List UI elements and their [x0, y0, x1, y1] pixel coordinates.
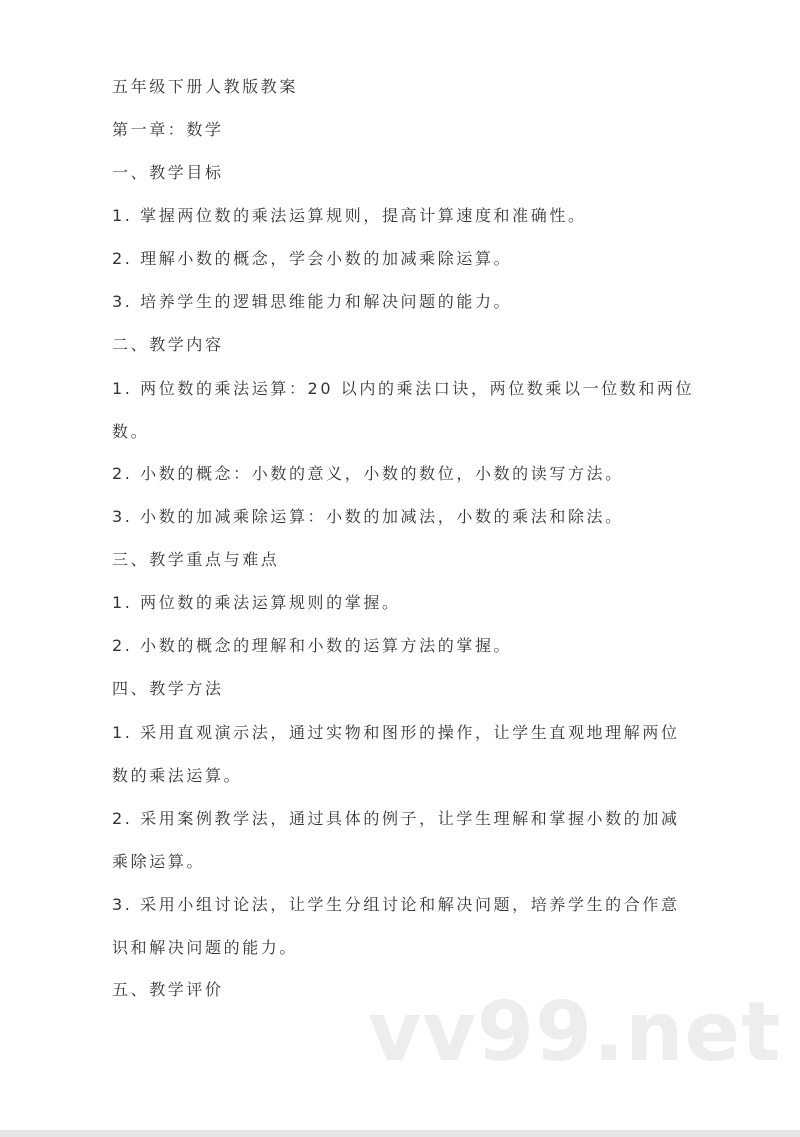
list-item: 2. 理解小数的概念，学会小数的加减乘除运算。 — [112, 249, 513, 268]
section-heading: 一、教学目标 — [112, 163, 224, 182]
section-heading: 四、教学方法 — [112, 679, 224, 698]
list-item: 1. 采用直观演示法，通过实物和图形的操作，让学生直观地理解两位数的乘法运算。 — [112, 723, 680, 785]
list-item: 3. 小数的加减乘除运算：小数的加减法，小数的乘法和除法。 — [112, 507, 624, 526]
list-item: 1. 两位数的乘法运算规则的掌握。 — [112, 593, 401, 612]
list-item: 3. 培养学生的逻辑思维能力和解决问题的能力。 — [112, 292, 513, 311]
section-heading: 二、教学内容 — [112, 335, 224, 354]
list-item: 1. 两位数的乘法运算：20 以内的乘法口诀，两位数乘以一位数和两位数。 — [112, 379, 695, 441]
list-item: 3. 采用小组讨论法，让学生分组讨论和解决问题，培养学生的合作意识和解决问题的能力。 — [112, 895, 680, 957]
list-item: 2. 小数的概念：小数的意义，小数的数位，小数的读写方法。 — [112, 464, 624, 483]
list-item: 1. 掌握两位数的乘法运算规则，提高计算速度和准确性。 — [112, 206, 587, 225]
document-title: 五年级下册人教版教案 — [112, 77, 299, 96]
watermark: vv99.net — [368, 985, 782, 1080]
list-item: 2. 采用案例教学法，通过具体的例子，让学生理解和掌握小数的加减乘除运算。 — [112, 809, 680, 871]
list-item: 2. 小数的概念的理解和小数的运算方法的掌握。 — [112, 636, 513, 655]
section-heading: 五、教学评价 — [112, 980, 224, 999]
chapter-heading: 第一章：数学 — [112, 120, 224, 139]
document-body — [112, 73, 697, 1019]
section-heading: 三、教学重点与难点 — [112, 550, 280, 569]
page-bottom-edge — [0, 1130, 800, 1137]
